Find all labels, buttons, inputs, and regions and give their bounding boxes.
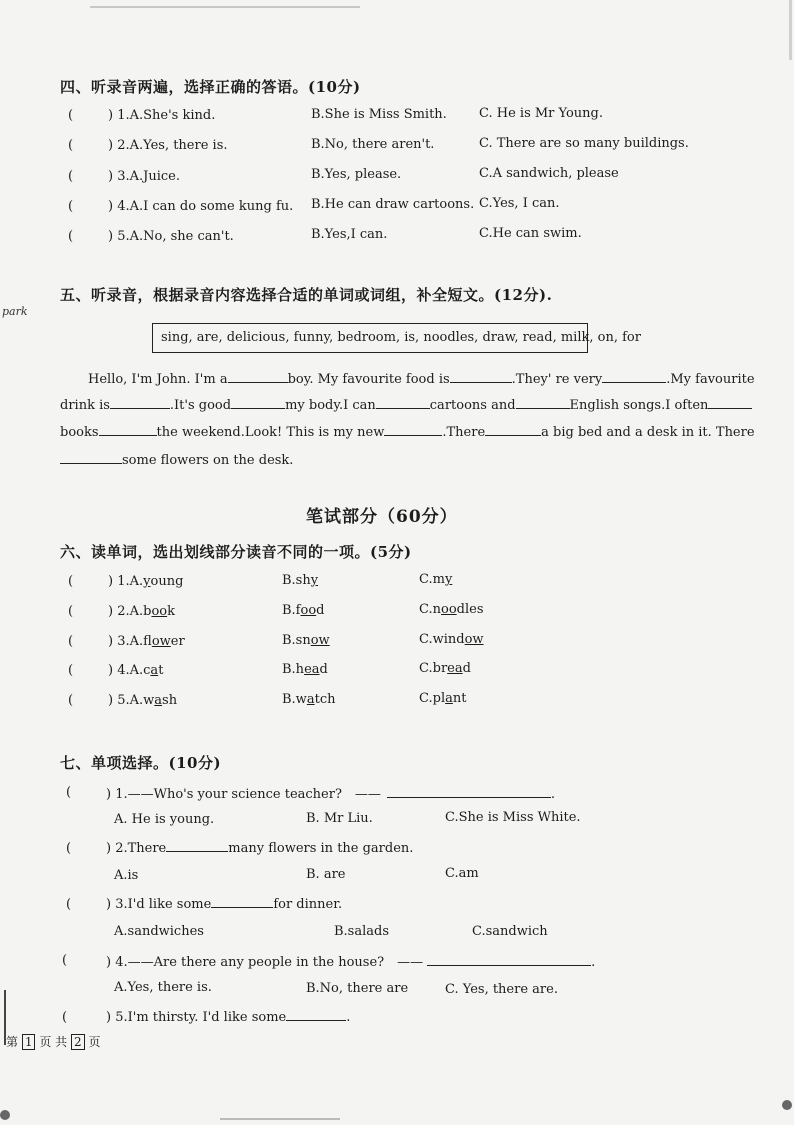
section-7-title: 七、单项选择。(10分) <box>60 754 222 772</box>
option-b <box>282 692 335 707</box>
page-edge-top <box>90 6 360 8</box>
underlined-letters: ea <box>447 661 463 676</box>
word-part: d <box>462 661 471 676</box>
option-b <box>282 662 328 677</box>
question-text: ) 3.I'd like some <box>106 897 212 912</box>
binding-hole-mark <box>0 1110 10 1120</box>
option-c: C. Yes, there are. <box>445 982 558 997</box>
word-box: sing, are, delicious, funny, bedroom, is, noodles, draw, read, milk, on, for <box>152 323 588 353</box>
question-2 <box>106 839 413 856</box>
underlined-letters: ea <box>304 662 320 677</box>
answer-paren[interactable]: ( <box>66 841 72 856</box>
fill-blank[interactable] <box>228 370 288 383</box>
passage-text: .There <box>442 425 486 440</box>
passage-text: the weekend.Look! This is my new <box>156 425 385 440</box>
word-part: sh <box>162 693 178 708</box>
option-b <box>282 573 318 588</box>
underlined-letters: oo <box>300 603 317 618</box>
option-a <box>108 634 185 649</box>
option-c: C.am <box>445 866 479 881</box>
passage-line-4 <box>60 451 710 468</box>
option-b: B.She is Miss Smith. <box>311 107 447 122</box>
answer-paren[interactable]: ( <box>68 138 74 153</box>
option-c: C.sandwich <box>472 924 548 939</box>
answer-paren[interactable]: ( <box>68 634 74 649</box>
underlined-letters: oo <box>441 602 457 617</box>
passage-text: .They' re very <box>511 372 603 387</box>
section-5-title: 五、听录音，根据录音内容选择合适的单词或词组，补全短文。(12分). <box>60 286 553 304</box>
answer-paren[interactable]: ( <box>68 199 74 214</box>
option-c: C.Yes, I can. <box>479 196 560 211</box>
option-c: C. He is Mr Young. <box>479 106 604 121</box>
word-part: dles <box>456 602 484 617</box>
word-part: nt <box>452 691 467 706</box>
page-label: 页 共 <box>39 1035 68 1049</box>
underlined-letters: y <box>310 573 319 588</box>
total-pages: 2 <box>71 1034 85 1050</box>
option-b: B. Mr Liu. <box>306 811 373 826</box>
page-edge-right <box>789 0 792 60</box>
option-b: B.Yes,I can. <box>311 227 388 242</box>
passage-text: .My favourite <box>666 372 755 387</box>
option-a <box>108 663 163 678</box>
question-text: ) 5.I'm thirsty. I'd like some <box>106 1010 287 1025</box>
underlined-letters: ow <box>464 632 484 647</box>
question-number: ) 3.A. <box>108 634 144 649</box>
underlined-letters: ow <box>310 633 330 648</box>
underlined-letters: y <box>444 572 453 587</box>
option-c: C.He can swim. <box>479 226 582 241</box>
fill-blank[interactable] <box>110 396 170 409</box>
question-text: ) 2.There <box>106 841 167 856</box>
passage-text: cartoons and <box>429 398 516 413</box>
word-part: C.n <box>419 602 441 617</box>
word-part: w <box>143 693 155 708</box>
underlined-letters: a <box>150 663 159 678</box>
margin-note: park <box>2 305 28 318</box>
option-c <box>419 661 471 676</box>
passage-text: boy. My favourite food is <box>287 372 450 387</box>
fill-blank[interactable] <box>427 953 591 966</box>
question-5: ) 5.I'm thirsty. I'd like some . <box>106 1010 351 1025</box>
section-4-title: 四、听录音两遍，选择正确的答语。(10分) <box>60 78 361 96</box>
word-part: tch <box>314 692 336 707</box>
option-b: B.salads <box>334 924 390 939</box>
fill-blank[interactable] <box>516 396 570 409</box>
word-part: oung <box>150 574 184 589</box>
option-c <box>419 602 484 617</box>
passage-line-3 <box>60 423 755 440</box>
underlined-letters: ow <box>151 634 171 649</box>
question-3 <box>106 895 342 912</box>
underlined-letters: a <box>445 691 453 706</box>
underlined-letters: oo <box>151 604 168 619</box>
fill-blank[interactable] <box>99 423 157 436</box>
written-part-title: 笔试部分（60分） <box>306 507 458 527</box>
word-part: B.f <box>282 603 301 618</box>
fill-blank[interactable] <box>387 785 551 798</box>
underlined-letters: a <box>154 693 163 708</box>
fill-blank[interactable] <box>602 370 666 383</box>
word-part: b <box>143 604 152 619</box>
option-a: A.Yes, there is. <box>114 980 212 995</box>
question-number: ) 1.A. <box>108 574 144 589</box>
passage-text: books <box>60 425 99 440</box>
passage-line-1 <box>60 370 755 387</box>
answer-paren[interactable]: ( <box>68 574 74 589</box>
passage-text: a big bed and a desk in it. There <box>541 425 755 440</box>
passage-text: .It's good <box>169 398 232 413</box>
word-part: B.sn <box>282 633 311 648</box>
option-c: C.She is Miss White. <box>445 810 581 825</box>
answer-paren[interactable]: ( <box>62 953 68 968</box>
option-a: ) 1.A.She's kind. <box>108 108 216 123</box>
word-part: C.wind <box>419 632 465 647</box>
answer-paren[interactable]: ( <box>66 785 72 800</box>
passage-text: drink is <box>60 398 110 413</box>
question-text: ) 1.——Who's your science teacher? —— <box>106 787 381 802</box>
passage-text: Hello, I'm John. I'm a <box>88 372 228 387</box>
option-a: A.is <box>114 868 139 883</box>
answer-paren[interactable]: ( <box>68 169 74 184</box>
word-part: k <box>167 604 176 619</box>
word-part: B.w <box>282 692 307 707</box>
option-a <box>108 574 183 589</box>
question-text: for dinner. <box>273 897 343 912</box>
answer-paren[interactable]: ( <box>68 663 74 678</box>
option-b <box>282 633 330 648</box>
option-a: ) 2.A.Yes, there is. <box>108 138 228 153</box>
option-a: ) 3.A.Juice. <box>108 169 180 184</box>
option-c <box>419 572 452 587</box>
passage-text: some flowers on the desk. <box>122 453 294 468</box>
option-a <box>108 693 177 708</box>
fill-blank[interactable] <box>708 396 752 409</box>
option-a: ) 5.A.No, she can't. <box>108 229 234 244</box>
fill-blank[interactable] <box>231 396 285 409</box>
binding-hole-mark <box>782 1100 792 1110</box>
passage-text: English songs.I often <box>569 398 709 413</box>
option-a: ) 4.A.I can do some kung fu. <box>108 199 294 214</box>
answer-paren[interactable]: ( <box>68 108 74 123</box>
option-c <box>419 632 484 647</box>
option-c: C.A sandwich, please <box>479 166 619 181</box>
answer-paren[interactable]: ( <box>62 1010 68 1025</box>
question-number: ) 2.A. <box>108 604 144 619</box>
word-part: c <box>143 663 151 678</box>
option-b: B.No, there are <box>306 981 409 996</box>
option-c <box>419 691 466 706</box>
word-part: d <box>319 662 328 677</box>
option-b: B.Yes, please. <box>311 167 402 182</box>
fill-blank[interactable] <box>376 396 430 409</box>
question-number: ) 4.A. <box>108 663 144 678</box>
option-b: B.No, there aren't. <box>311 137 435 152</box>
page-number <box>6 1033 100 1050</box>
option-b <box>282 603 324 618</box>
fill-blank[interactable] <box>60 451 122 464</box>
current-page: 1 <box>22 1034 36 1050</box>
word-part: er <box>170 634 185 649</box>
fill-blank[interactable] <box>286 1008 346 1021</box>
word-part: B.h <box>282 662 305 677</box>
option-b: B. are <box>306 867 346 882</box>
fill-blank[interactable] <box>211 895 273 908</box>
section-6-title: 六、读单词，选出划线部分读音不同的一项。(5分) <box>60 543 412 561</box>
word-part: B.sh <box>282 573 311 588</box>
underlined-letters: a <box>306 692 315 707</box>
page-label: 第 <box>6 1035 19 1049</box>
word-part: fl <box>143 634 152 649</box>
answer-paren[interactable]: ( <box>68 604 74 619</box>
passage-line-2 <box>60 396 710 413</box>
question-text: ) 4.——Are there any people in the house? —— <box>106 955 424 970</box>
fill-blank[interactable] <box>485 423 541 436</box>
question-1: ) 1.——Who's your science teacher? —— . <box>106 787 556 802</box>
passage-text: my body.I can <box>285 398 376 413</box>
option-c: C. There are so many buildings. <box>479 136 689 151</box>
option-a: A.sandwiches <box>114 924 204 939</box>
word-part: C.br <box>419 661 448 676</box>
question-number: ) 5.A. <box>108 693 144 708</box>
word-part: t <box>158 663 164 678</box>
fill-blank[interactable] <box>166 839 228 852</box>
answer-paren[interactable]: ( <box>68 229 74 244</box>
word-part: d <box>316 603 325 618</box>
fill-blank[interactable] <box>384 423 442 436</box>
question-4: ) 4.——Are there any people in the house? —— . <box>106 955 596 970</box>
fill-blank[interactable] <box>450 370 512 383</box>
option-b: B.He can draw cartoons. <box>311 197 475 212</box>
answer-paren[interactable]: ( <box>68 693 74 708</box>
scan-edge-mark <box>4 990 6 1045</box>
word-part: C.m <box>419 572 445 587</box>
page-edge-bottom <box>220 1118 340 1120</box>
word-part: C.pl <box>419 691 446 706</box>
question-text: many flowers in the garden. <box>228 841 414 856</box>
answer-paren[interactable]: ( <box>66 897 72 912</box>
page-label: 页 <box>88 1035 101 1049</box>
option-a: A. He is young. <box>114 812 215 827</box>
option-a <box>108 604 175 619</box>
underlined-letters: y <box>143 574 151 589</box>
